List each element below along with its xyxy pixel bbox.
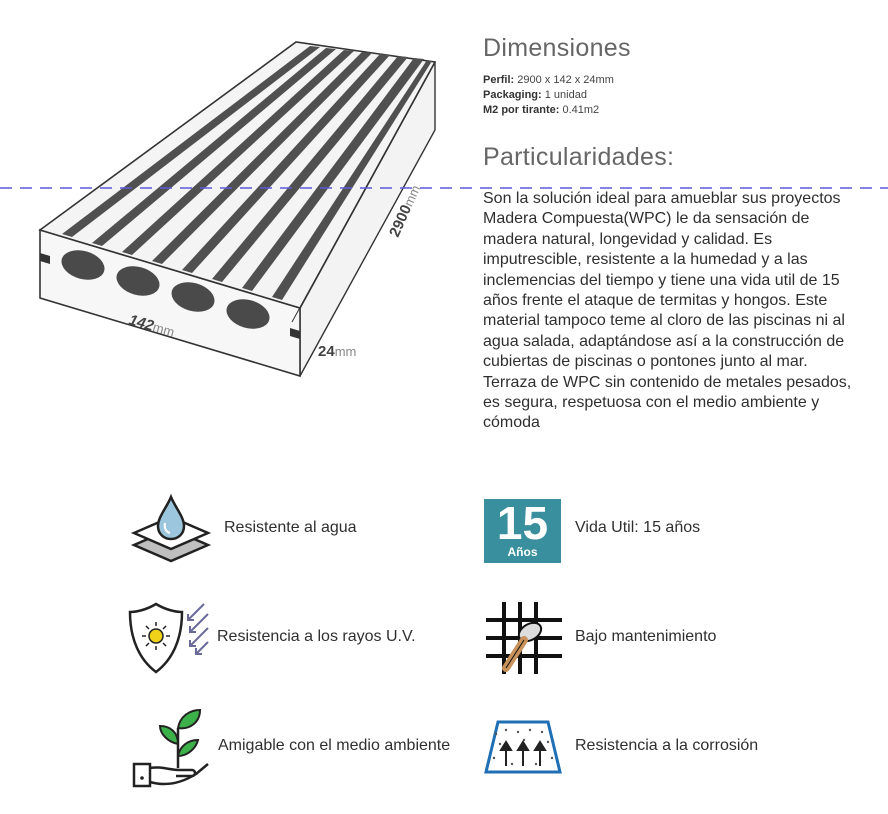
feature-eco-label: Amigable con el medio ambiente xyxy=(218,737,451,754)
svg-text:24mm xyxy=(318,343,356,360)
uv-shield-icon xyxy=(126,600,212,676)
feature-water-label: Resistente al agua xyxy=(224,519,357,536)
water-drop-icon xyxy=(130,493,212,565)
length-value: 2900 xyxy=(386,202,416,240)
corrosion-resistance-icon xyxy=(484,718,562,774)
width-value: 142 xyxy=(126,311,156,335)
length-unit: mm xyxy=(400,182,424,209)
dimensions-heading: Dimensiones xyxy=(483,34,631,62)
decking-board-illustration xyxy=(28,38,448,388)
width-unit: mm xyxy=(151,319,177,340)
spec-m2: M2 por tirante: 0.41m2 xyxy=(483,104,600,116)
badge-number: 15 xyxy=(496,497,549,549)
spec-packaging: Packaging: 1 unidad xyxy=(483,89,587,101)
spec-list xyxy=(483,73,614,118)
feature-life-label: Vida Util: 15 años xyxy=(575,519,701,536)
plant-in-hand-icon xyxy=(130,708,212,788)
thickness-value: 24 xyxy=(318,343,335,360)
brush-grid-icon xyxy=(484,598,564,678)
badge-unit: Años xyxy=(507,545,538,559)
particularities-text: Son la solución ideal para amueblar sus proyectos Madera Compuesta(WPC) le da sensación de madera natural, longevidad y calidad. Es imputrescible, resistente a la humedad y a las inclemencias del tiempo y tiene una vida util de 15 años frente el ataque de termitas y hongos. Este material tampoco teme al cloro de las piscinas ni al agua salada, adaptándose así a la construcción de cubiertas de piscinas o pontones junto al mar. Terraza de WPC sin contenido de metales pesados, es segura, respetuosa con el medio ambiente y cómoda xyxy=(483,190,852,432)
feature-corrosion-label: Resistencia a la corrosión xyxy=(575,737,759,754)
feature-maintenance-label: Bajo mantenimiento xyxy=(575,628,717,645)
feature-uv-label: Resistencia a los rayos U.V. xyxy=(217,628,416,645)
spec-profile: Perfil: 2900 x 142 x 24mm xyxy=(483,74,614,86)
fifteen-years-badge-icon xyxy=(484,499,561,563)
thickness-unit: mm xyxy=(334,344,357,359)
particularities-heading: Particularidades: xyxy=(483,143,675,171)
